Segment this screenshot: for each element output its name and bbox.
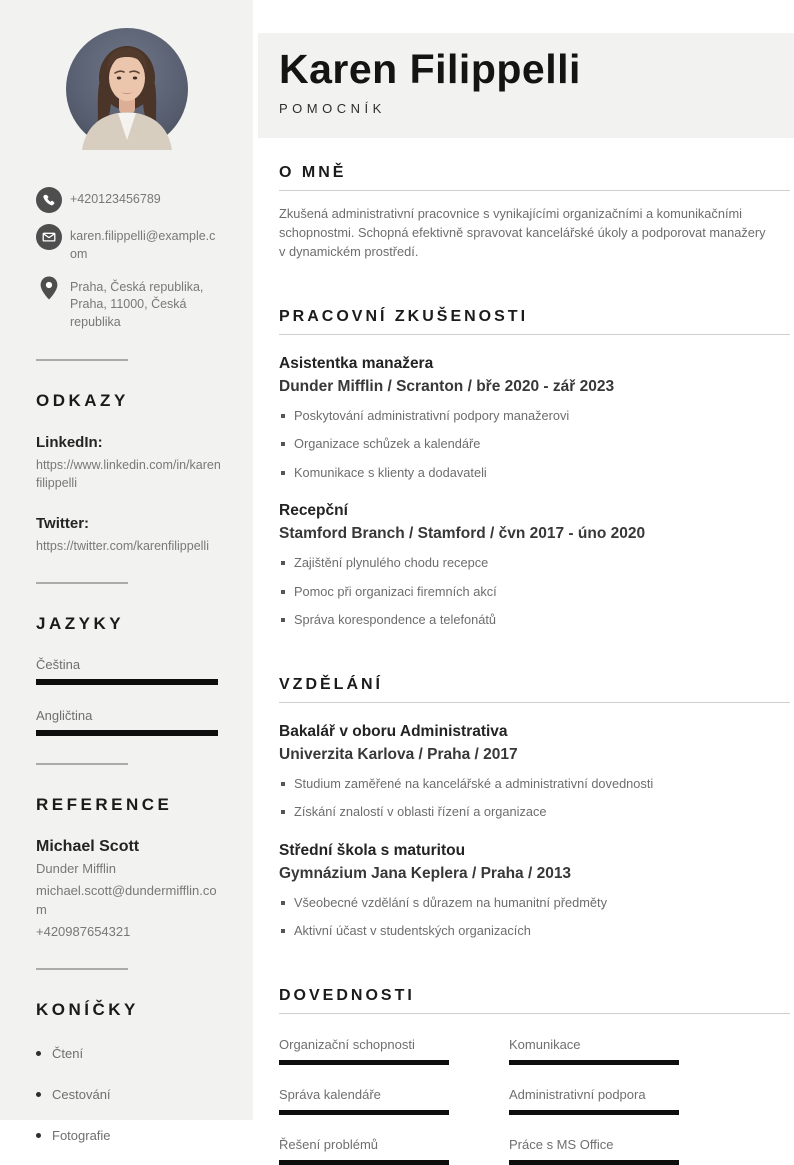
hobby-list	[36, 1046, 218, 1143]
bullet-icon	[36, 1133, 41, 1138]
contact-email-row	[36, 224, 218, 264]
section-rule	[279, 190, 790, 191]
skill-level-fill	[509, 1110, 679, 1115]
sidebar-section-title-references: REFERENCE	[36, 795, 173, 815]
profile-photo	[66, 28, 188, 150]
section-divider	[36, 968, 128, 970]
skill-name: Organizační schopnosti	[279, 1037, 415, 1053]
language-level-bar	[36, 679, 218, 685]
bullet-icon	[281, 471, 285, 475]
hobby-label: Cestování	[52, 1086, 111, 1102]
hobby-item	[36, 1046, 218, 1061]
contact-phone[interactable]: +420123456789	[70, 192, 161, 206]
education-entry	[279, 723, 790, 822]
language-name: Čeština	[36, 657, 81, 673]
skill-item	[509, 1087, 679, 1115]
job-meta: Stamford Branch / Stamford / čvn 2017 - úno 2020	[279, 525, 646, 543]
language-level-fill	[36, 730, 218, 736]
bullet-icon	[281, 590, 285, 594]
section-rule	[279, 334, 790, 335]
bullet-icon	[281, 414, 285, 418]
education-bullet	[279, 894, 790, 913]
section-rule	[279, 1013, 790, 1014]
skill-name: Správa kalendáře	[279, 1087, 381, 1103]
job-role: Asistentka manažera	[279, 354, 434, 372]
section-divider	[36, 763, 128, 765]
bullet-icon	[281, 782, 285, 786]
job-bullet	[279, 583, 790, 602]
contact-address-row	[36, 275, 218, 332]
language-level-fill	[36, 679, 218, 685]
education-bullet	[279, 775, 790, 794]
main-content	[258, 164, 794, 1165]
job-bullet-list	[279, 407, 790, 483]
bullet-text: Všeobecné vzdělání s důrazem na humanitní předměty	[294, 894, 607, 910]
phone-icon	[36, 187, 62, 213]
job-role: Recepční	[279, 502, 348, 520]
about-section	[279, 164, 790, 262]
link-url[interactable]: https://www.linkedin.com/in/karenfilippelli	[36, 457, 221, 490]
education-bullet	[279, 922, 790, 941]
job-meta: Dunder Mifflin / Scranton / bře 2020 - zář 2023	[279, 377, 615, 395]
bullet-text: Organizace schůzek a kalendáře	[294, 436, 481, 452]
skill-item	[509, 1037, 679, 1065]
skill-level-fill	[279, 1060, 449, 1065]
skill-item	[509, 1137, 679, 1165]
language-name: Angličtina	[36, 708, 93, 724]
bullet-icon	[281, 561, 285, 565]
bullet-text: Poskytování administrativní podpory manažerovi	[294, 407, 570, 423]
skill-level-bar	[509, 1060, 679, 1065]
education-bullet-list	[279, 894, 790, 941]
link-label: LinkedIn:	[36, 433, 103, 451]
education-bullet-list	[279, 775, 790, 822]
contact-email[interactable]: karen.filippelli@example.com	[70, 229, 216, 261]
job-role-subtitle: POMOCNÍK	[279, 101, 386, 117]
job-bullet	[279, 407, 790, 426]
skill-level-bar	[509, 1160, 679, 1165]
portrait-illustration	[66, 28, 188, 150]
skill-level-fill	[509, 1160, 679, 1165]
skill-level-bar	[509, 1110, 679, 1115]
contact-phone-row	[36, 187, 218, 213]
reference-name: Michael Scott	[36, 838, 140, 856]
job-bullet	[279, 435, 790, 454]
education-entry	[279, 842, 790, 941]
bullet-icon	[36, 1051, 41, 1056]
bullet-icon	[281, 810, 285, 814]
hobby-label: Fotografie	[52, 1127, 111, 1143]
section-divider	[36, 582, 128, 584]
job-entry	[279, 502, 790, 630]
link-item	[36, 515, 218, 555]
section-divider	[36, 359, 128, 361]
bullet-text: Zajištění plynulého chodu recepce	[294, 555, 489, 571]
education-degree: Bakalář v oboru Administrativa	[279, 722, 508, 740]
skills-grid	[279, 1037, 790, 1165]
skill-item	[279, 1137, 449, 1165]
bullet-text: Pomoc při organizaci firemních akcí	[294, 583, 497, 599]
sidebar	[0, 0, 253, 1143]
skill-level-bar	[279, 1060, 449, 1065]
header	[258, 33, 794, 138]
link-item	[36, 433, 221, 492]
bullet-text: Komunikace s klienty a dodavateli	[294, 464, 487, 480]
section-title-education: VZDĚLÁNÍ	[279, 675, 383, 693]
skill-name: Řešení problémů	[279, 1137, 378, 1153]
bullet-text: Aktivní účast v studentských organizacích	[294, 923, 531, 939]
language-item	[36, 657, 218, 685]
skill-name: Administrativní podpora	[509, 1087, 646, 1103]
bullet-icon	[281, 442, 285, 446]
bullet-icon	[281, 901, 285, 905]
bullet-text: Studium zaměřené na kancelářské a administrativní dovednosti	[294, 775, 654, 791]
skill-level-bar	[279, 1110, 449, 1115]
bullet-icon	[281, 929, 285, 933]
skill-item	[279, 1037, 449, 1065]
skill-item	[279, 1087, 449, 1115]
skill-level-fill	[279, 1110, 449, 1115]
about-text: Zkušená administrativní pracovnice s vynikajícími organizačními a komunikačními schopnostmi. Schopná efektivně spravovat kancelářské úkoly a podporovat manažery v dynamickém prostředí.	[279, 206, 766, 260]
hobby-item	[36, 1087, 218, 1102]
skill-name: Komunikace	[509, 1037, 581, 1053]
job-bullet-list	[279, 554, 790, 630]
skill-name: Práce s MS Office	[509, 1137, 614, 1153]
section-title-skills: DOVEDNOSTI	[279, 987, 415, 1005]
bullet-text: Správa korespondence a telefonátů	[294, 612, 497, 628]
reference-company: Dunder Mifflin	[36, 861, 116, 877]
skill-level-fill	[279, 1160, 449, 1165]
experience-section	[279, 308, 790, 630]
link-label: Twitter:	[36, 515, 90, 532]
bullet-icon	[36, 1092, 41, 1097]
skill-level-bar	[279, 1160, 449, 1165]
hobby-label: Čtení	[52, 1045, 84, 1061]
language-level-bar	[36, 730, 218, 736]
education-section	[279, 676, 790, 941]
sidebar-section-title-languages: JAZYKY	[36, 614, 125, 634]
location-icon	[36, 275, 62, 301]
job-entry	[279, 355, 790, 483]
main-column	[258, 0, 794, 1153]
section-title-about: O MNĚ	[279, 164, 347, 181]
education-degree: Střední škola s maturitou	[279, 841, 466, 859]
contact-address: Praha, Česká republika, Praha, 11000, Česká republika	[70, 279, 204, 329]
education-bullet	[279, 803, 790, 822]
language-item	[36, 708, 218, 736]
skill-level-fill	[509, 1060, 679, 1065]
section-title-experience: PRACOVNÍ ZKUŠENOSTI	[279, 307, 529, 325]
skills-section	[279, 987, 790, 1165]
section-rule	[279, 702, 790, 703]
education-meta: Univerzita Karlova / Praha / 2017	[279, 745, 518, 763]
reference-phone[interactable]: +420987654321	[36, 923, 131, 939]
bullet-text: Získání znalostí v oblasti řízení a organizace	[294, 804, 547, 820]
hobby-item	[36, 1128, 218, 1143]
mail-icon	[36, 224, 62, 250]
link-url[interactable]: https://twitter.com/karenfilippelli	[36, 539, 209, 553]
sidebar-section-title-links: ODKAZY	[36, 390, 129, 410]
education-meta: Gymnázium Jana Keplera / Praha / 2013	[279, 864, 572, 882]
page-title: Karen Filippelli	[279, 46, 581, 92]
contact-section	[36, 187, 218, 332]
sidebar-section-title-hobbies: KONÍČKY	[36, 999, 139, 1019]
reference-email[interactable]: michael.scott@dundermifflin.com	[36, 883, 217, 917]
job-bullet	[279, 611, 790, 630]
bullet-icon	[281, 618, 285, 622]
job-bullet	[279, 464, 790, 483]
job-bullet	[279, 554, 790, 573]
